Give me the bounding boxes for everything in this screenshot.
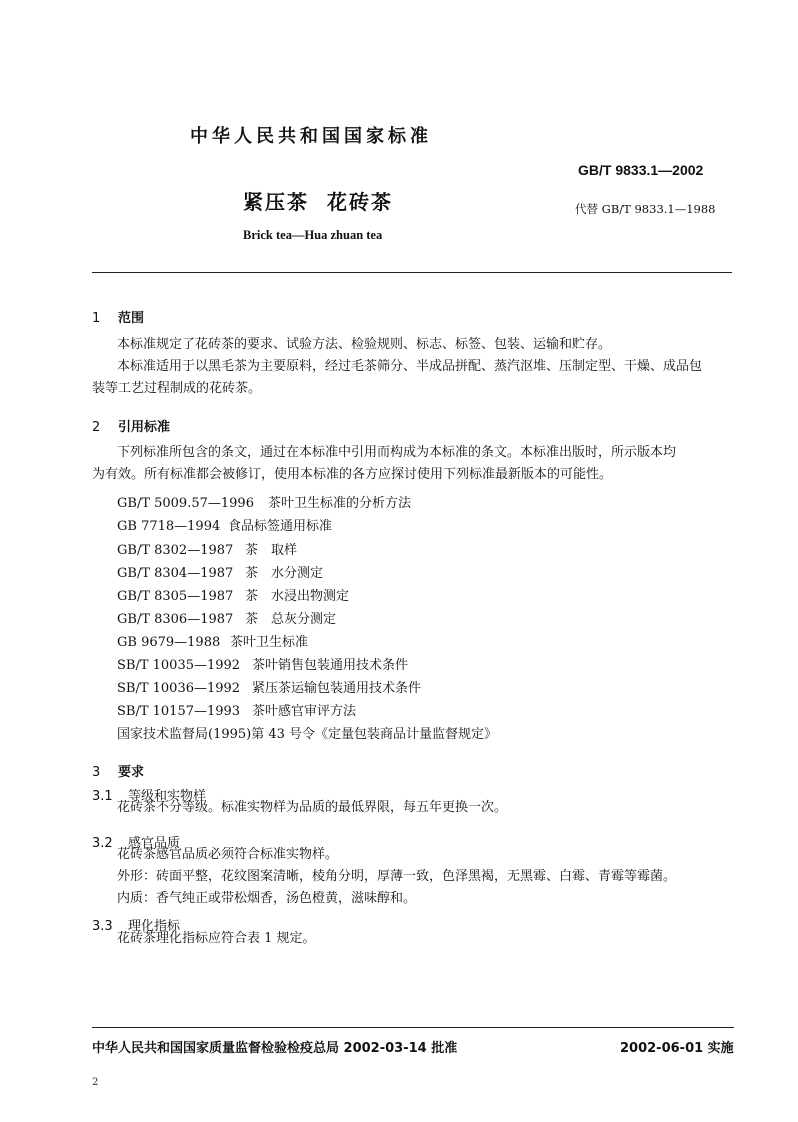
header-divider bbox=[92, 272, 732, 273]
section-3-2-para-2: 外形：砖面平整，花纹图案清晰，棱角分明，厚薄一致，色泽黑褐，无黑霉、白霉、青霉等霉菌。 bbox=[117, 869, 677, 884]
ref-item bbox=[117, 492, 411, 511]
decree-reference: 国家技术监督局(1995)第 43 号令《定量包装商品计量监督规定》 bbox=[117, 727, 498, 742]
ref-name: 食品标签通用标准 bbox=[228, 519, 333, 534]
section-3-number: 3 bbox=[92, 765, 101, 780]
section-3-1-para: 花砖茶不分等级。标准实物样为品质的最低界限，每五年更换一次。 bbox=[117, 800, 508, 815]
ref-name: 茶 总灰分测定 bbox=[245, 612, 337, 627]
section-2-heading bbox=[92, 416, 170, 435]
approval-statement: 中华人民共和国国家质量监督检验检疫总局 2002-03-14 批准 bbox=[92, 1041, 458, 1056]
ref-code: SB/T 10036—1992 bbox=[117, 681, 241, 696]
section-3-heading bbox=[92, 761, 144, 780]
standard-code: GB/T 9833.1—2002 bbox=[578, 162, 704, 178]
ref-name: 茶 取样 bbox=[245, 543, 298, 558]
ref-item bbox=[117, 585, 349, 604]
section-1-heading bbox=[92, 307, 144, 326]
ref-item bbox=[117, 631, 308, 650]
ref-item bbox=[117, 700, 356, 719]
document-title bbox=[243, 186, 393, 215]
english-title: Brick tea—Hua zhuan tea bbox=[243, 228, 383, 242]
section-3-3-number: 3.3 bbox=[92, 919, 113, 934]
section-2-title: 引用标准 bbox=[118, 420, 171, 435]
ref-item bbox=[117, 654, 408, 673]
ref-item bbox=[117, 539, 297, 558]
ref-code: GB/T 8304—1987 bbox=[117, 566, 234, 581]
ref-item bbox=[117, 562, 323, 581]
section-3-1-title: 等级和实物样 bbox=[128, 789, 207, 804]
ref-name: 茶叶感官审评方法 bbox=[252, 704, 357, 719]
ref-code: SB/T 10035—1992 bbox=[117, 658, 241, 673]
ref-name: 茶 水浸出物测定 bbox=[245, 589, 350, 604]
section-3-2-para-3: 内质：香气纯正或带松烟香，汤色橙黄，滋味醇和。 bbox=[117, 891, 417, 906]
ref-code: GB/T 8302—1987 bbox=[117, 543, 234, 558]
section-3-2-number: 3.2 bbox=[92, 836, 113, 851]
section-3-3-para: 花砖茶理化指标应符合表 1 规定。 bbox=[117, 931, 316, 946]
section-3-2-para-1: 花砖茶感官品质必须符合标准实物样。 bbox=[117, 847, 339, 862]
ref-code: GB 7718—1994 bbox=[117, 519, 221, 534]
ref-name: 茶叶卫生标准的分析方法 bbox=[268, 496, 412, 511]
section-1-para-1: 本标准规定了花砖茶的要求、试验方法、检验规则、标志、标签、包装、运输和贮存。 bbox=[117, 337, 612, 352]
page-number: 2 bbox=[92, 1077, 99, 1088]
section-3-title: 要求 bbox=[118, 765, 145, 780]
section-1-number: 1 bbox=[92, 311, 101, 326]
ref-code: GB 9679—1988 bbox=[117, 635, 221, 650]
ref-name: 紧压茶运输包装通用技术条件 bbox=[252, 681, 422, 696]
section-2-para-line-1: 下列标准所包含的条文，通过在本标准中引用而构成为本标准的条文。本标准出版时，所示版本均 bbox=[117, 445, 677, 460]
ref-name: 茶叶销售包装通用技术条件 bbox=[252, 658, 409, 673]
ref-code: SB/T 10157—1993 bbox=[117, 704, 241, 719]
section-3-2-title: 感官品质 bbox=[128, 836, 181, 851]
section-2-number: 2 bbox=[92, 420, 101, 435]
title-part-1: 紧压茶 bbox=[243, 190, 309, 214]
ref-name: 茶叶卫生标准 bbox=[230, 635, 309, 650]
ref-item bbox=[117, 677, 421, 696]
ref-code: GB/T 8306—1987 bbox=[117, 612, 234, 627]
ref-item bbox=[117, 608, 336, 627]
footer-divider bbox=[92, 1027, 734, 1028]
section-1-para-2-line-1: 本标准适用于以黑毛茶为主要原料，经过毛茶筛分、半成品拼配、蒸汽沤堆、压制定型、干燥、成品包 bbox=[117, 359, 703, 374]
section-1-para-2-line-2: 装等工艺过程制成的花砖茶。 bbox=[92, 381, 262, 396]
implementation-date: 2002-06-01 实施 bbox=[620, 1041, 734, 1056]
replaces-note: 代替 GB/T 9833.1—1988 bbox=[575, 202, 716, 216]
section-3-1-number: 3.1 bbox=[92, 789, 113, 804]
country-standard-title: 中华人民共和国国家标准 bbox=[190, 126, 432, 147]
ref-item bbox=[117, 515, 332, 534]
title-part-2: 花砖茶 bbox=[327, 190, 393, 214]
ref-code: GB/T 5009.57—1996 bbox=[117, 496, 254, 511]
section-3-3-title: 理化指标 bbox=[128, 919, 181, 934]
ref-code: GB/T 8305—1987 bbox=[117, 589, 234, 604]
section-2-para-line-2: 为有效。所有标准都会被修订，使用本标准的各方应探讨使用下列标准最新版本的可能性。 bbox=[92, 467, 613, 482]
ref-name: 茶 水分测定 bbox=[245, 566, 324, 581]
section-1-title: 范围 bbox=[118, 311, 145, 326]
